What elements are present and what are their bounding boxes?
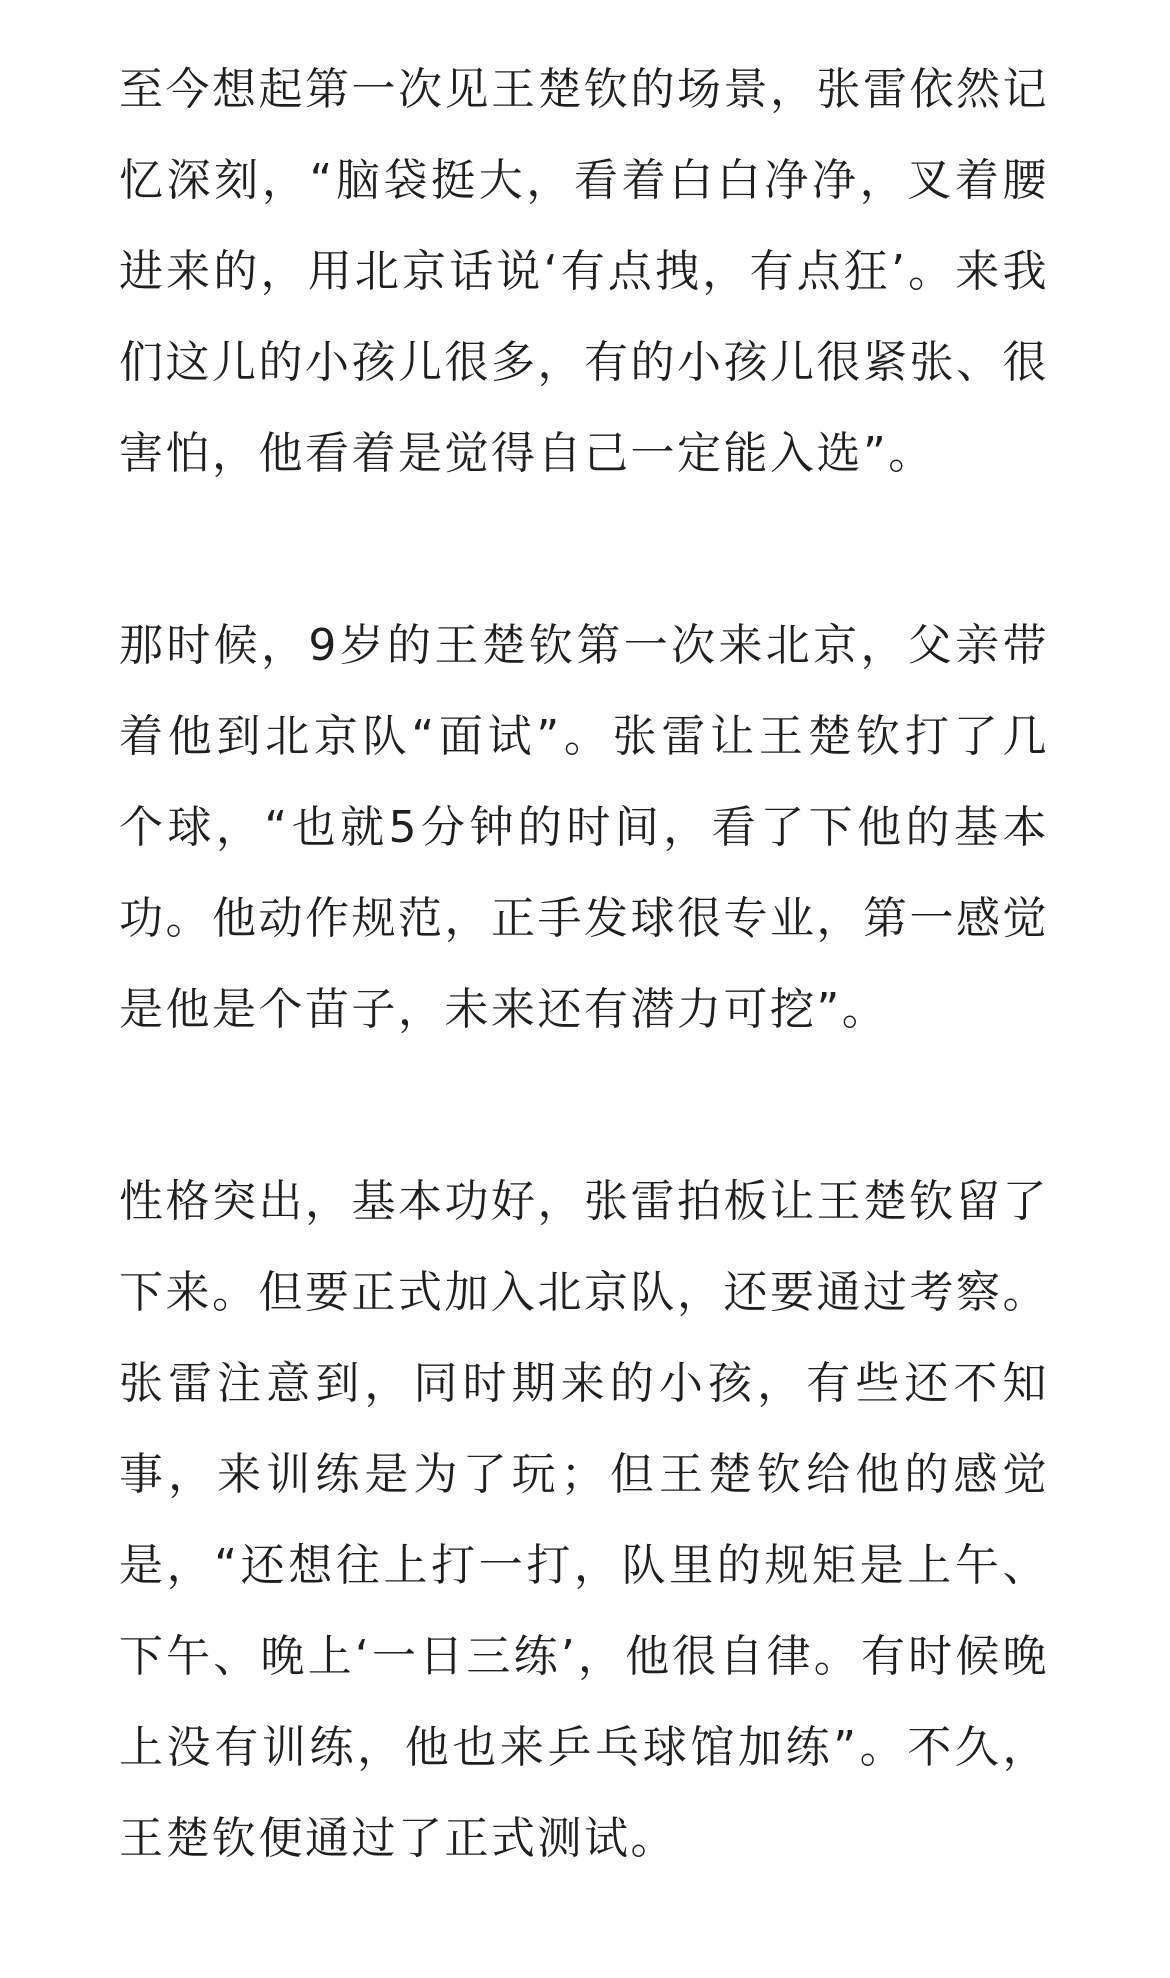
article-paragraph-2: 那时候，9岁的王楚钦第一次来北京，父亲带着他到北京队“面试”。张雷让王楚钦打了几个球，“也就5分钟的时间，看了下他的基本功。他动作规范，正手发球很专业，第一感觉是他是个苗子，未来还有潜力可挖”。 [119,620,1049,1035]
article-body [119,44,1049,1884]
article-paragraph-3: 性格突出，基本功好，张雷拍板让王楚钦留了下来。但要正式加入北京队，还要通过考察。张雷注意到，同时期来的小孩，有些还不知事，来训练是为了玩；但王楚钦给他的感觉是，“还想往上打一打，队里的规矩是上午、下午、晚上‘一日三练’，他很自律。有时候晚上没有训练，他也来乒乓球馆加练”。不久，王楚钦便通过了正式测试。 [119,1176,1049,1864]
article-paragraph-1: 至今想起第一次见王楚钦的场景，张雷依然记忆深刻，“脑袋挺大，看着白白净净，叉着腰进来的，用北京话说‘有点拽，有点狂’。来我们这儿的小孩儿很多，有的小孩儿很紧张、很害怕，他看着是觉得自己一定能入选”。 [119,64,1049,479]
